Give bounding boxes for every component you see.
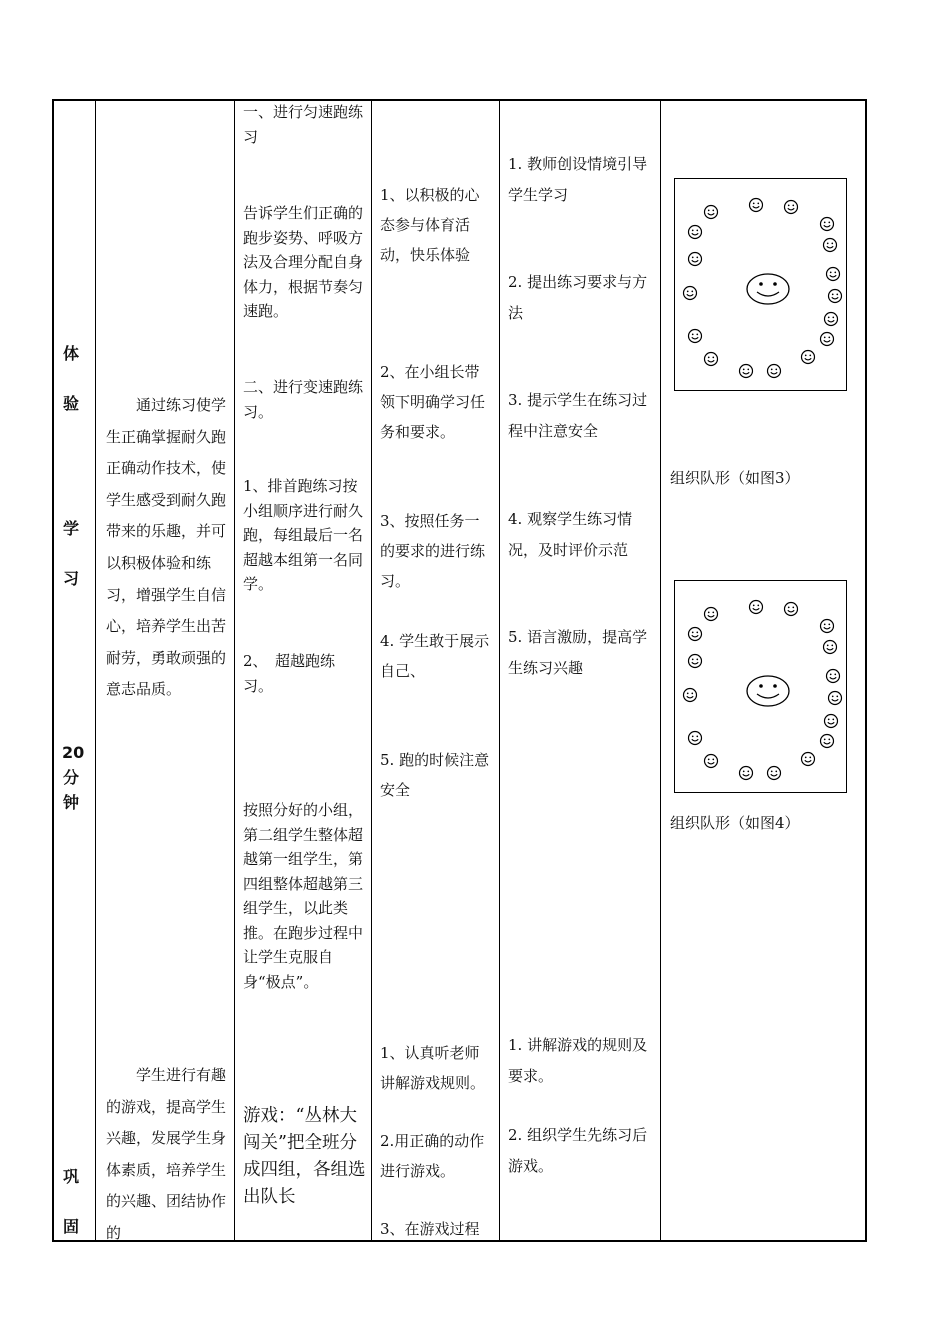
stage-duration-number: 20 [62, 743, 85, 762]
student-smiley-icon [750, 601, 763, 614]
column-divider [660, 99, 661, 1242]
student-activity-item: 3、按照任务一的要求的进行练习。 [380, 512, 486, 590]
student-smiley-icon [705, 353, 718, 366]
student-smiley-icon [689, 226, 702, 239]
formation-caption-4: 组织队形（如图4） [670, 814, 800, 832]
content-section-title: 二、进行变速跑练习。 [243, 378, 364, 421]
student-smiley-icon [705, 755, 718, 768]
student-smiley-icon [689, 253, 702, 266]
teacher-activity-item: 4. 观察学生练习情况，及时评价示范 [508, 510, 633, 559]
teacher-activity-item: 1. 讲解游戏的规则及要求。 [508, 1036, 648, 1085]
student-smiley-icon [829, 290, 842, 303]
teacher-activity-item: 5. 语言激励，提高学生练习兴趣 [508, 628, 648, 677]
student-smiley-icon [768, 767, 781, 780]
student-smiley-icon [825, 715, 838, 728]
student-activity-item: 5. 跑的时候注意安全 [380, 751, 490, 799]
student-smiley-icon [750, 199, 763, 212]
student-smiley-icon [802, 351, 815, 364]
student-smiley-icon [824, 641, 837, 654]
student-activity-item: 2.用正确的动作进行游戏。 [380, 1132, 485, 1180]
stage-duration-unit: 钟 [63, 793, 80, 812]
content-section-body: 告诉学生们正确的跑步姿势、呼吸方法及合理分配自身体力，根据节奏匀速跑。 [243, 204, 364, 320]
stage-label-experience: 验 [63, 394, 80, 413]
goal-experience: 通过练习使学生正确掌握耐久跑正确动作技术，使学生感受到耐久跑带来的乐趣，并可以积极体验和练习，增强学生自信心，培养学生出苦耐劳，勇敢顽强的意志品质。 [106, 396, 227, 699]
student-smiley-icon [689, 628, 702, 641]
student-activity-item: 4. 学生敢于展示自己、 [380, 632, 490, 680]
student-smiley-icon [824, 239, 837, 252]
content-item: 1、排首跑练习按小组顺序进行耐久跑，每组最后一名超越本组第一名同学。 [243, 477, 364, 593]
formation-svg [675, 581, 848, 794]
teacher-smiley-icon [747, 676, 789, 706]
formation-diagram-4 [674, 580, 847, 793]
student-smiley-icon [785, 603, 798, 616]
student-smiley-icon [821, 218, 834, 231]
teacher-activity-item: 2. 组织学生先练习后游戏。 [508, 1126, 648, 1175]
teacher-smiley-icon [747, 274, 789, 304]
student-smiley-icon [689, 330, 702, 343]
stage-label-consolidate: 固 [63, 1217, 80, 1236]
formation-caption-3: 组织队形（如图3） [670, 469, 800, 487]
student-smiley-icon [740, 365, 753, 378]
column-divider [371, 99, 372, 1242]
stage-label-consolidate: 巩 [63, 1167, 80, 1186]
student-smiley-icon [821, 333, 834, 346]
student-smiley-icon [785, 201, 798, 214]
student-smiley-icon [740, 767, 753, 780]
student-smiley-icon [827, 268, 840, 281]
student-smiley-icon [802, 753, 815, 766]
content-item: 2、 超越跑练 习。 [243, 652, 366, 695]
teacher-activity-item: 3. 提示学生在练习过程中注意安全 [508, 391, 648, 440]
student-smiley-icon [684, 689, 697, 702]
student-smiley-icon [705, 206, 718, 219]
student-smiley-icon [684, 287, 697, 300]
student-smiley-icon [827, 670, 840, 683]
column-divider [234, 99, 235, 1242]
goal-consolidate: 学生进行有趣的游戏，提高学生兴趣，发展学生身体素质，培养学生的兴趣、团结协作的 [106, 1066, 227, 1242]
stage-duration-unit: 分 [63, 768, 80, 787]
student-activity-item: 2、在小组长带领下明确学习任务和要求。 [380, 363, 486, 441]
student-smiley-icon [768, 365, 781, 378]
student-smiley-icon [821, 735, 834, 748]
content-item-body: 按照分好的小组，第二组学生整体超越第一组学生，第四组整体超越第三组学生，以此类推。在跑步过程中让学生克服自身“极点”。 [243, 801, 364, 991]
student-smiley-icon [825, 313, 838, 326]
student-smiley-icon [829, 692, 842, 705]
student-smiley-icon [689, 655, 702, 668]
column-divider [95, 99, 96, 1242]
formation-diagram-3 [674, 178, 847, 391]
stage-label-learning: 习 [63, 569, 80, 588]
teacher-activity-item: 2. 提出练习要求与方法 [508, 273, 648, 322]
content-game: 游戏：“丛林大闯关”把全班分成四组，各组选出队长 [243, 1106, 366, 1207]
student-smiley-icon [821, 620, 834, 633]
student-activity-item: 1、认真听老师讲解游戏规则。 [380, 1044, 486, 1092]
content-section-title: 一、进行匀速跑练习 [243, 103, 364, 146]
teacher-activity-item: 1. 教师创设情境引导学生学习 [508, 155, 648, 204]
formation-svg [675, 179, 848, 392]
stage-label-learning: 学 [63, 519, 80, 538]
student-activity-item: 3、在游戏过程 [380, 1220, 480, 1238]
stage-label-experience: 体 [63, 344, 80, 363]
student-smiley-icon [689, 732, 702, 745]
student-activity-item: 1、以积极的心态参与体育活动，快乐体验 [380, 186, 480, 264]
student-smiley-icon [705, 608, 718, 621]
column-divider [499, 99, 500, 1242]
